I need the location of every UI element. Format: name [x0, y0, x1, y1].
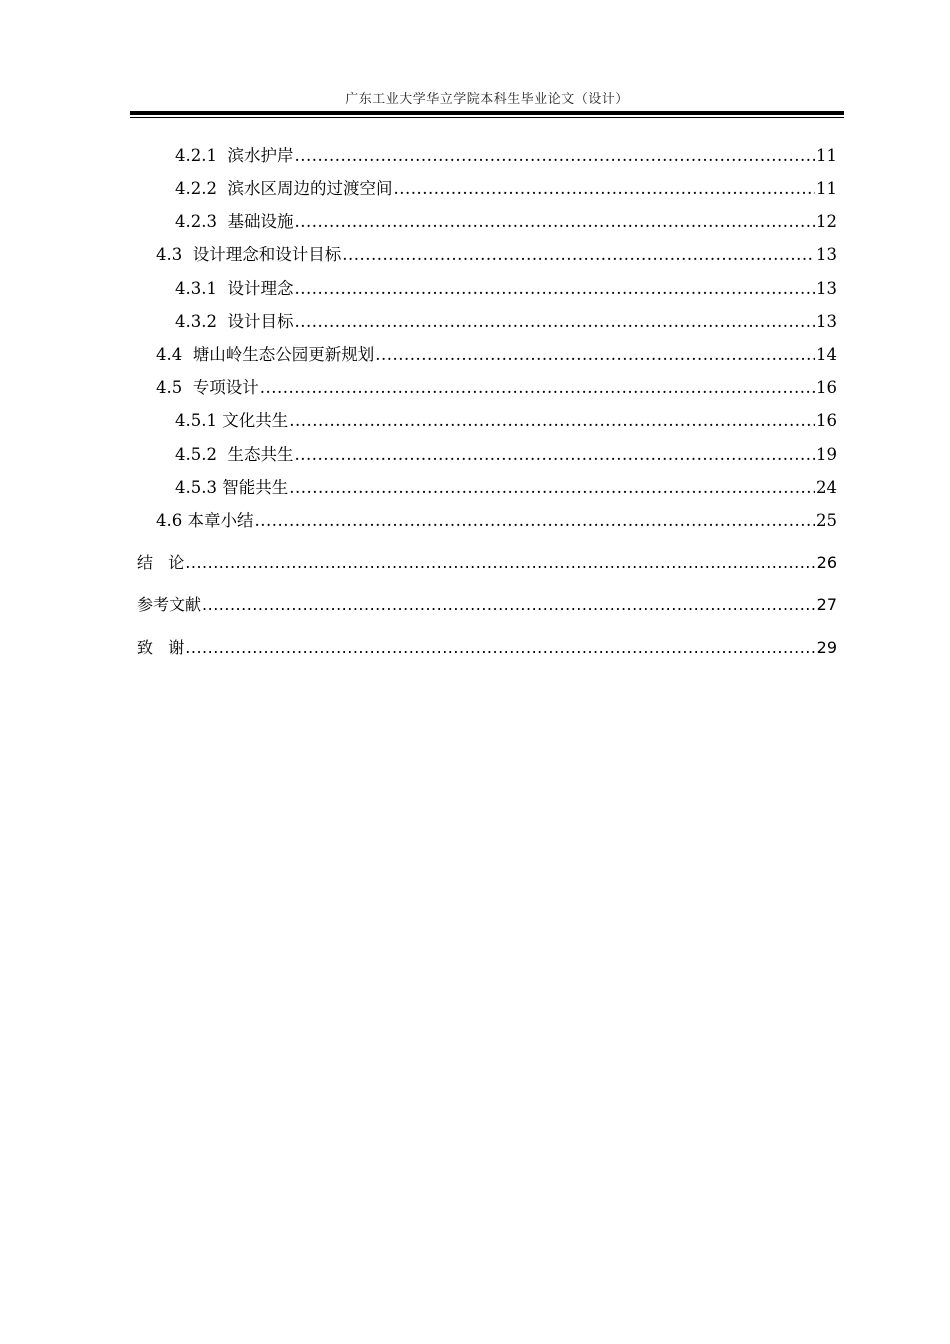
toc-page-number: 12 [816, 212, 837, 231]
toc-dot-leader [185, 553, 815, 572]
toc-entry-4-3-2[interactable] [175, 308, 837, 332]
toc-entry-4-2-1[interactable] [175, 142, 837, 166]
toc-entry-label: 4.5.3 智能共生 [175, 478, 289, 497]
toc-dot-leader [294, 146, 815, 165]
toc-page-number: 25 [816, 511, 837, 530]
toc-entry-4-5-2[interactable] [175, 441, 837, 465]
toc-page-number: 19 [816, 445, 837, 464]
toc-dot-leader [375, 345, 815, 364]
toc-entry-4-5-3[interactable] [175, 474, 837, 498]
toc-entry-label: 4.5.1 文化共生 [175, 411, 289, 430]
toc-dot-leader [294, 212, 815, 231]
toc-page-number: 16 [816, 378, 837, 397]
toc-entry-label: 4.5.2 生态共生 [175, 445, 294, 464]
toc-entry-4-3-1[interactable] [175, 275, 837, 299]
toc-entry-acknowledgements[interactable] [137, 635, 837, 659]
toc-entry-label: 4.3.1 设计理念 [175, 279, 294, 298]
toc-page-number: 13 [816, 245, 837, 264]
toc-dot-leader [342, 245, 815, 264]
toc-page-number: 13 [816, 312, 837, 331]
toc-entry-conclusion[interactable] [137, 550, 837, 574]
toc-entry-label: 4.4 塘山岭生态公园更新规划 [156, 345, 375, 364]
toc-entry-label: 结 论 [137, 553, 185, 572]
toc-dot-leader [294, 279, 815, 298]
toc-page-number: 11 [816, 146, 837, 165]
toc-dot-leader [393, 179, 815, 198]
toc-entry-4-4[interactable] [156, 341, 837, 365]
toc-dot-leader [185, 638, 815, 657]
toc-entry-4-2-2[interactable] [175, 175, 837, 199]
toc-entry-4-2-3[interactable] [175, 208, 837, 232]
toc-page-number: 13 [816, 279, 837, 298]
page-header: 广东工业大学华立学院本科生毕业论文（设计） [345, 92, 629, 107]
toc-entry-4-5[interactable] [156, 374, 837, 398]
toc-dot-leader [289, 478, 815, 497]
toc-page-number: 26 [816, 553, 837, 572]
toc-page-number: 16 [816, 411, 837, 430]
toc-dot-leader [289, 411, 815, 430]
toc-entry-label: 致 谢 [137, 638, 185, 657]
toc-entry-label: 4.3.2 设计目标 [175, 312, 294, 331]
toc-page-number: 27 [816, 595, 837, 614]
toc-entry-references[interactable] [137, 592, 837, 616]
toc-dot-leader [255, 511, 816, 530]
toc-entry-4-6[interactable] [156, 507, 837, 531]
toc-dot-leader [202, 595, 816, 614]
toc-page-number: 24 [816, 478, 837, 497]
toc-page-number: 11 [816, 179, 837, 198]
toc-page-number: 14 [816, 345, 837, 364]
toc-dot-leader [260, 378, 815, 397]
toc-entry-label: 4.2.2 滨水区周边的过渡空间 [175, 179, 393, 198]
toc-entry-label: 4.6 本章小结 [156, 511, 254, 530]
toc-entry-label: 4.3 设计理念和设计目标 [156, 245, 342, 264]
toc-entry-4-5-1[interactable] [175, 407, 837, 431]
toc-entry-label: 4.2.1 滨水护岸 [175, 146, 294, 165]
toc-dot-leader [294, 312, 815, 331]
toc-page-number: 29 [816, 638, 837, 657]
toc-entry-label: 4.5 专项设计 [156, 378, 259, 397]
toc-entry-label: 4.2.3 基础设施 [175, 212, 294, 231]
toc-entry-label: 参考文献 [137, 595, 202, 614]
toc-dot-leader [294, 445, 815, 464]
toc-entry-4-3[interactable] [156, 241, 837, 265]
